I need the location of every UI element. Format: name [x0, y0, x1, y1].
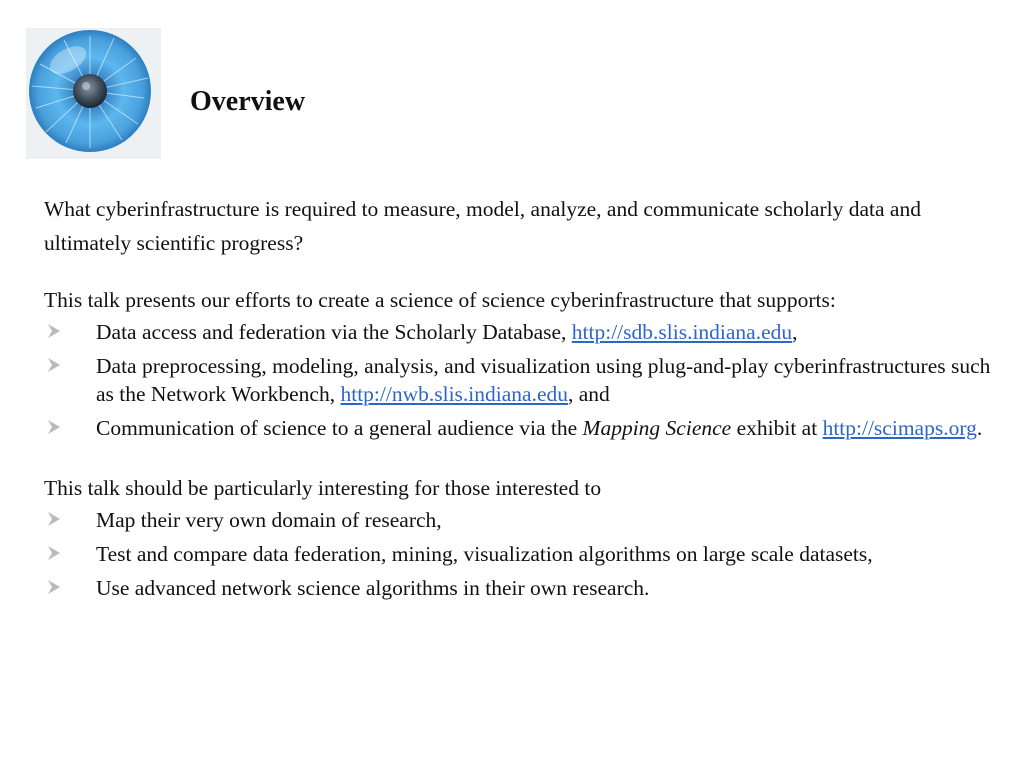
bullet-text: Test and compare data federation, mining, visualization algorithms on large scale datasets,	[96, 542, 873, 566]
section2-list	[44, 506, 1004, 602]
bullet-text-end: .	[976, 416, 983, 440]
bullet-text: Use advanced network science algorithms in their own research.	[96, 576, 650, 600]
bullet-text-end: ,	[792, 320, 798, 344]
bullet-text: Communication of science to a general audience via the	[96, 416, 583, 440]
list-item	[44, 506, 1004, 534]
scimaps-link[interactable]: http://scimaps.org	[822, 416, 977, 440]
bullet-text-end: , and	[568, 382, 610, 406]
list-item	[44, 352, 1004, 408]
bullet-text: Data access and federation via the Scholarly Database,	[96, 320, 572, 344]
mapping-science-title: Mapping Science	[582, 416, 732, 440]
list-item	[44, 574, 1004, 602]
eye-iris-logo	[26, 28, 161, 159]
arrow-bullet-icon	[46, 545, 62, 561]
nwb-link[interactable]: http://nwb.slis.indiana.edu	[340, 382, 568, 406]
section2-lead: This talk should be particularly interesting for those interested to	[44, 476, 602, 500]
arrow-bullet-icon	[46, 357, 62, 373]
slide-title: Overview	[190, 86, 306, 117]
arrow-bullet-icon	[46, 323, 62, 339]
section1-lead: This talk presents our efforts to create a science of science cyberinfrastructure that supports:	[44, 288, 836, 312]
list-item	[44, 540, 1004, 568]
intro-paragraph: What cyberinfrastructure is required to measure, model, analyze, and communicate scholarly data and ultimately scientific progress?	[44, 197, 921, 255]
slide-body	[44, 192, 1004, 608]
arrow-bullet-icon	[46, 579, 62, 595]
sdb-link[interactable]: http://sdb.slis.indiana.edu	[571, 320, 793, 344]
bullet-text: Map their very own domain of research,	[96, 508, 442, 532]
bullet-text-mid: exhibit at	[731, 416, 823, 440]
bullet-text: Data preprocessing, modeling, analysis, and visualization using plug-and-play cyberinfrastructures such as the Network Workbench,	[96, 354, 991, 406]
arrow-bullet-icon	[46, 419, 62, 435]
arrow-bullet-icon	[46, 511, 62, 527]
list-item	[44, 318, 1004, 346]
section1-list	[44, 318, 1004, 442]
list-item	[44, 414, 1004, 442]
